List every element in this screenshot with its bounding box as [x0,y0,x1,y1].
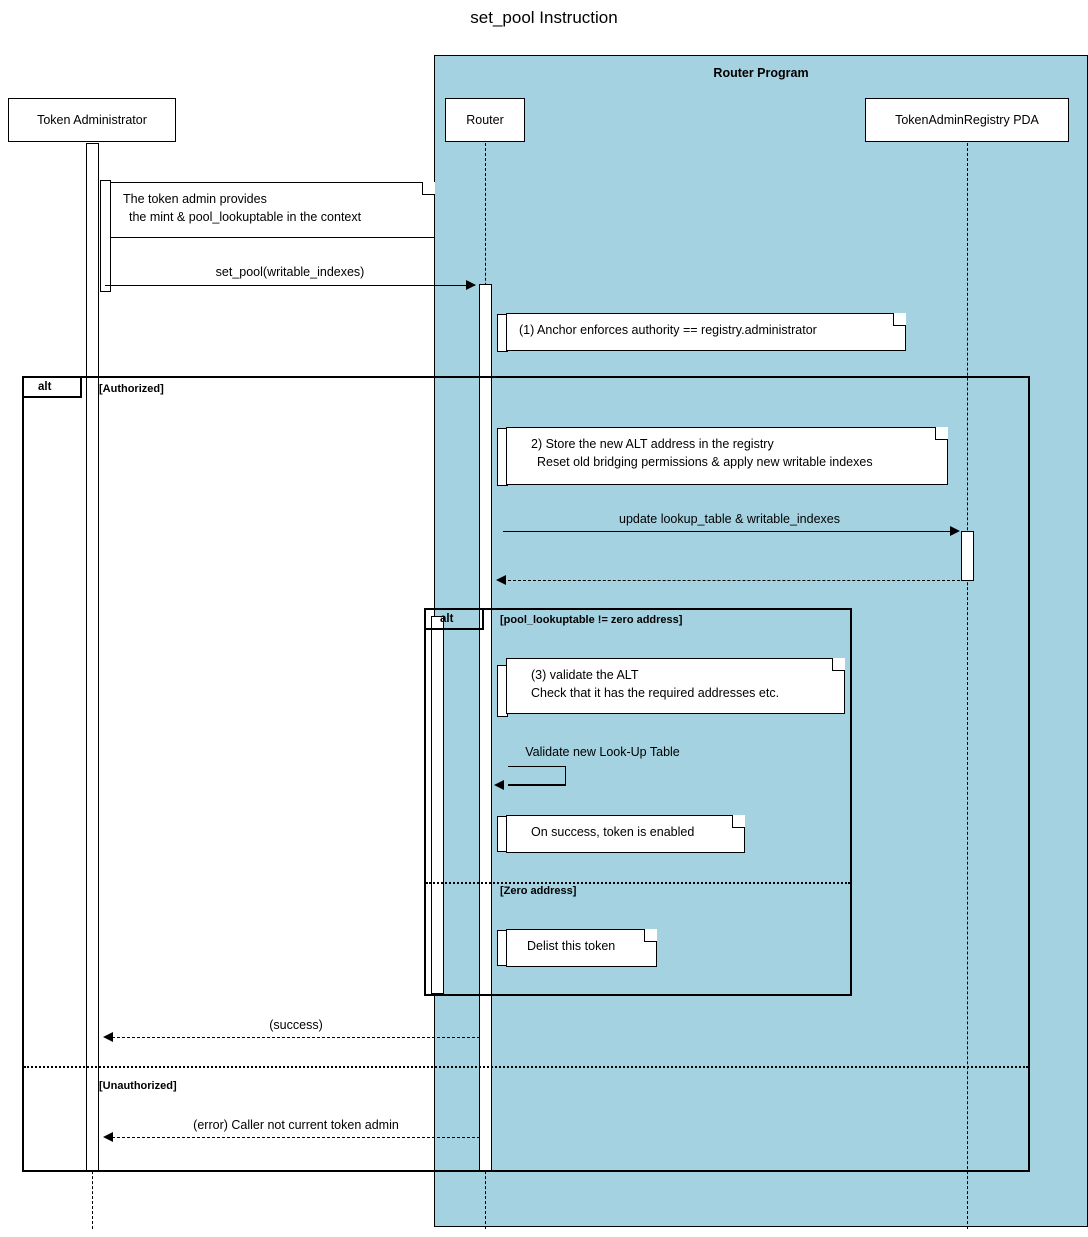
note-validate-alt-line2: Check that it has the required addresses etc. [531,686,780,701]
msg-update-lookup-label: update lookup_table & writable_indexes [619,512,840,526]
page-title: set_pool Instruction [470,8,618,27]
msg-validate-self-arrowhead [494,780,504,790]
msg-set-pool-arrowhead [466,280,476,290]
participant-token-admin-registry-pda[interactable] [865,98,1069,142]
participant-router-label: Router [466,113,504,127]
participant-token-admin-registry-pda-label: TokenAdminRegistry PDA [895,113,1039,127]
msg-set-pool-label: set_pool(writable_indexes) [215,265,365,279]
participant-token-administrator-label: Token Administrator [37,113,147,127]
note-success-enabled [506,815,745,853]
msg-validate-lookup-table-label: Validate new Look-Up Table [525,745,680,759]
msg-error-line [112,1137,480,1138]
note-context-line1: The token admin provides [123,192,267,206]
frag-lookuptable-tab [424,608,484,630]
msg-success-arrowhead [103,1032,113,1042]
note-context-line2: the mint & pool_lookuptable in the context [129,210,362,225]
group-router-program-label: Router Program [713,66,809,80]
note-delist [506,929,657,967]
note-store-alt-line2: Reset old bridging permissions & apply new writable indexes [537,455,873,470]
frag-authorization-condition-unauthorized: [Unauthorized] [99,1080,177,1092]
note-validate-alt-line1: (3) validate the ALT [531,668,639,682]
msg-registry-return-line [503,580,960,581]
frag-lookuptable-condition-nonzero: [pool_lookuptable != zero address] [500,614,683,626]
participant-router[interactable] [445,98,525,142]
note-delist-text: Delist this token [527,939,616,953]
participant-token-administrator[interactable] [8,98,176,142]
frag-authorization-divider [24,1066,1028,1068]
note-validate-alt [506,658,845,714]
note-store-alt [506,427,948,485]
msg-error-label: (error) Caller not current token admin [193,1118,399,1132]
frag-lookuptable-condition-zero: [Zero address] [500,885,577,897]
frag-lookuptable-operator: alt [440,613,454,625]
msg-success-line [112,1037,480,1038]
msg-validate-self-box [508,766,566,785]
msg-set-pool-line [105,285,475,286]
note-store-alt-line1: 2) Store the new ALT address in the registry [531,437,774,451]
frag-authorization-tab [22,376,82,398]
msg-error-arrowhead [103,1132,113,1142]
frag-authorization-operator: alt [38,381,52,393]
frag-lookuptable-divider [426,882,850,884]
msg-registry-return-arrowhead [496,575,506,585]
note-anchor-authority [506,313,906,351]
note-success-enabled-text: On success, token is enabled [531,825,695,839]
msg-update-lookup-line [503,531,956,532]
note-anchor-authority-text: (1) Anchor enforces authority == registry.administrator [519,323,817,337]
note-context [110,182,435,238]
msg-validate-self-bottom [508,785,566,786]
msg-update-lookup-arrowhead [950,526,960,536]
msg-success-label: (success) [269,1018,323,1032]
frag-authorization-condition-authorized: [Authorized] [99,383,164,395]
